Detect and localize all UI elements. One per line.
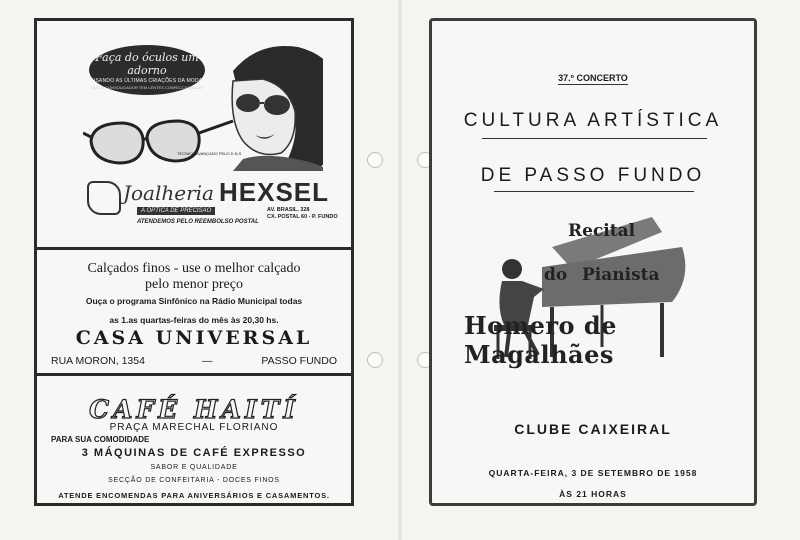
- ad-divider: [37, 247, 351, 250]
- calcados-line1: Calçados finos - use o melhor calçado: [87, 261, 301, 276]
- punch-hole: [367, 352, 383, 368]
- cafe-confectionery: SECÇÃO DE CONFEITARIA - DOCES FINOS: [108, 477, 280, 484]
- hexsel-address: [267, 207, 338, 221]
- oculos-headline: Faça do óculos um adorno: [95, 51, 199, 77]
- concert-time: ÀS 21 HORAS: [559, 489, 627, 499]
- address-dash: —: [202, 355, 213, 367]
- calcados-line2: pelo menor preço: [145, 277, 243, 292]
- oculos-credit: TÉCNICO AVANÇADO PELO D.N.S.: [177, 151, 243, 156]
- page-fold: [398, 0, 402, 540]
- casa-universal-brand: CASA UNIVERSAL: [75, 327, 313, 349]
- cafe-machines: 3 MÁQUINAS DE CAFÉ EXPRESSO: [81, 447, 307, 459]
- concert-number: [432, 73, 754, 83]
- hexsel-name: Joalheria: [123, 181, 214, 205]
- recital-word-do: do: [544, 265, 568, 285]
- calcados-radio-line: Ouça o programa Sinfônico na Rádio Municipal todas: [85, 296, 303, 306]
- title-underline: [482, 138, 707, 139]
- cafe-address: PRAÇA MARECHAL FLORIANO: [109, 422, 279, 433]
- hexsel-brand: HEXSEL: [219, 177, 330, 207]
- hexsel-logo-icon: [87, 181, 121, 215]
- concert-number-text: 37.º CONCERTO: [558, 73, 628, 83]
- hexsel-note: ATENDEMOS PELO REEMBOLSO POSTAL: [137, 219, 259, 225]
- advertisements-panel: [34, 18, 354, 506]
- cafe-orders: ATENDE ENCOMENDAS PARA ANIVERSÁRIOS E CASAMENTOS.: [58, 491, 330, 500]
- casa-universal-city: PASSO FUNDO: [261, 355, 337, 367]
- cafe-convenience: PARA SUA COMODIDADE: [51, 435, 150, 444]
- hexsel-address-line2: CX. POSTAL 60 - P. FUNDO: [267, 214, 338, 220]
- concert-date: QUARTA-FEIRA, 3 DE SETEMBRO DE 1958: [488, 468, 698, 478]
- oculos-fine-print: QUE O CONSOLIDADOR TEM LENTES CONFECCIONADAS: [91, 85, 203, 90]
- oculos-ad: [37, 21, 351, 247]
- calcados-schedule-line: as 1.as quartas-feiras do mês às 20,30 hs.: [109, 315, 279, 325]
- organization-line1: CULTURA ARTÍSTICA: [463, 110, 723, 131]
- punch-hole: [367, 152, 383, 168]
- concert-program-cover: [429, 18, 757, 506]
- title-underline: [494, 191, 694, 192]
- hexsel-address-line1: AV. BRASIL, 328: [267, 207, 310, 213]
- hexsel-tagline: A ÓPTICA DE PRECISÃO: [137, 207, 215, 215]
- recital-word: Recital: [568, 221, 636, 241]
- casa-universal-street: RUA MORON, 1354: [51, 355, 145, 367]
- oculos-subline: USANDO AS ÚLTIMAS CRIAÇÕES DA MODA: [91, 78, 203, 84]
- pianist-name: Homero de Magalhães: [464, 311, 617, 369]
- cafe-quality: SABOR E QUALIDADE: [150, 464, 238, 471]
- cafe-haiti-brand: CAFÉ HAITÍ: [89, 395, 299, 424]
- organization-line2: DE PASSO FUNDO: [480, 165, 706, 186]
- recital-word-pianista: Pianista: [582, 265, 660, 285]
- venue: CLUBE CAIXEIRAL: [514, 421, 672, 437]
- ad-divider: [37, 373, 351, 376]
